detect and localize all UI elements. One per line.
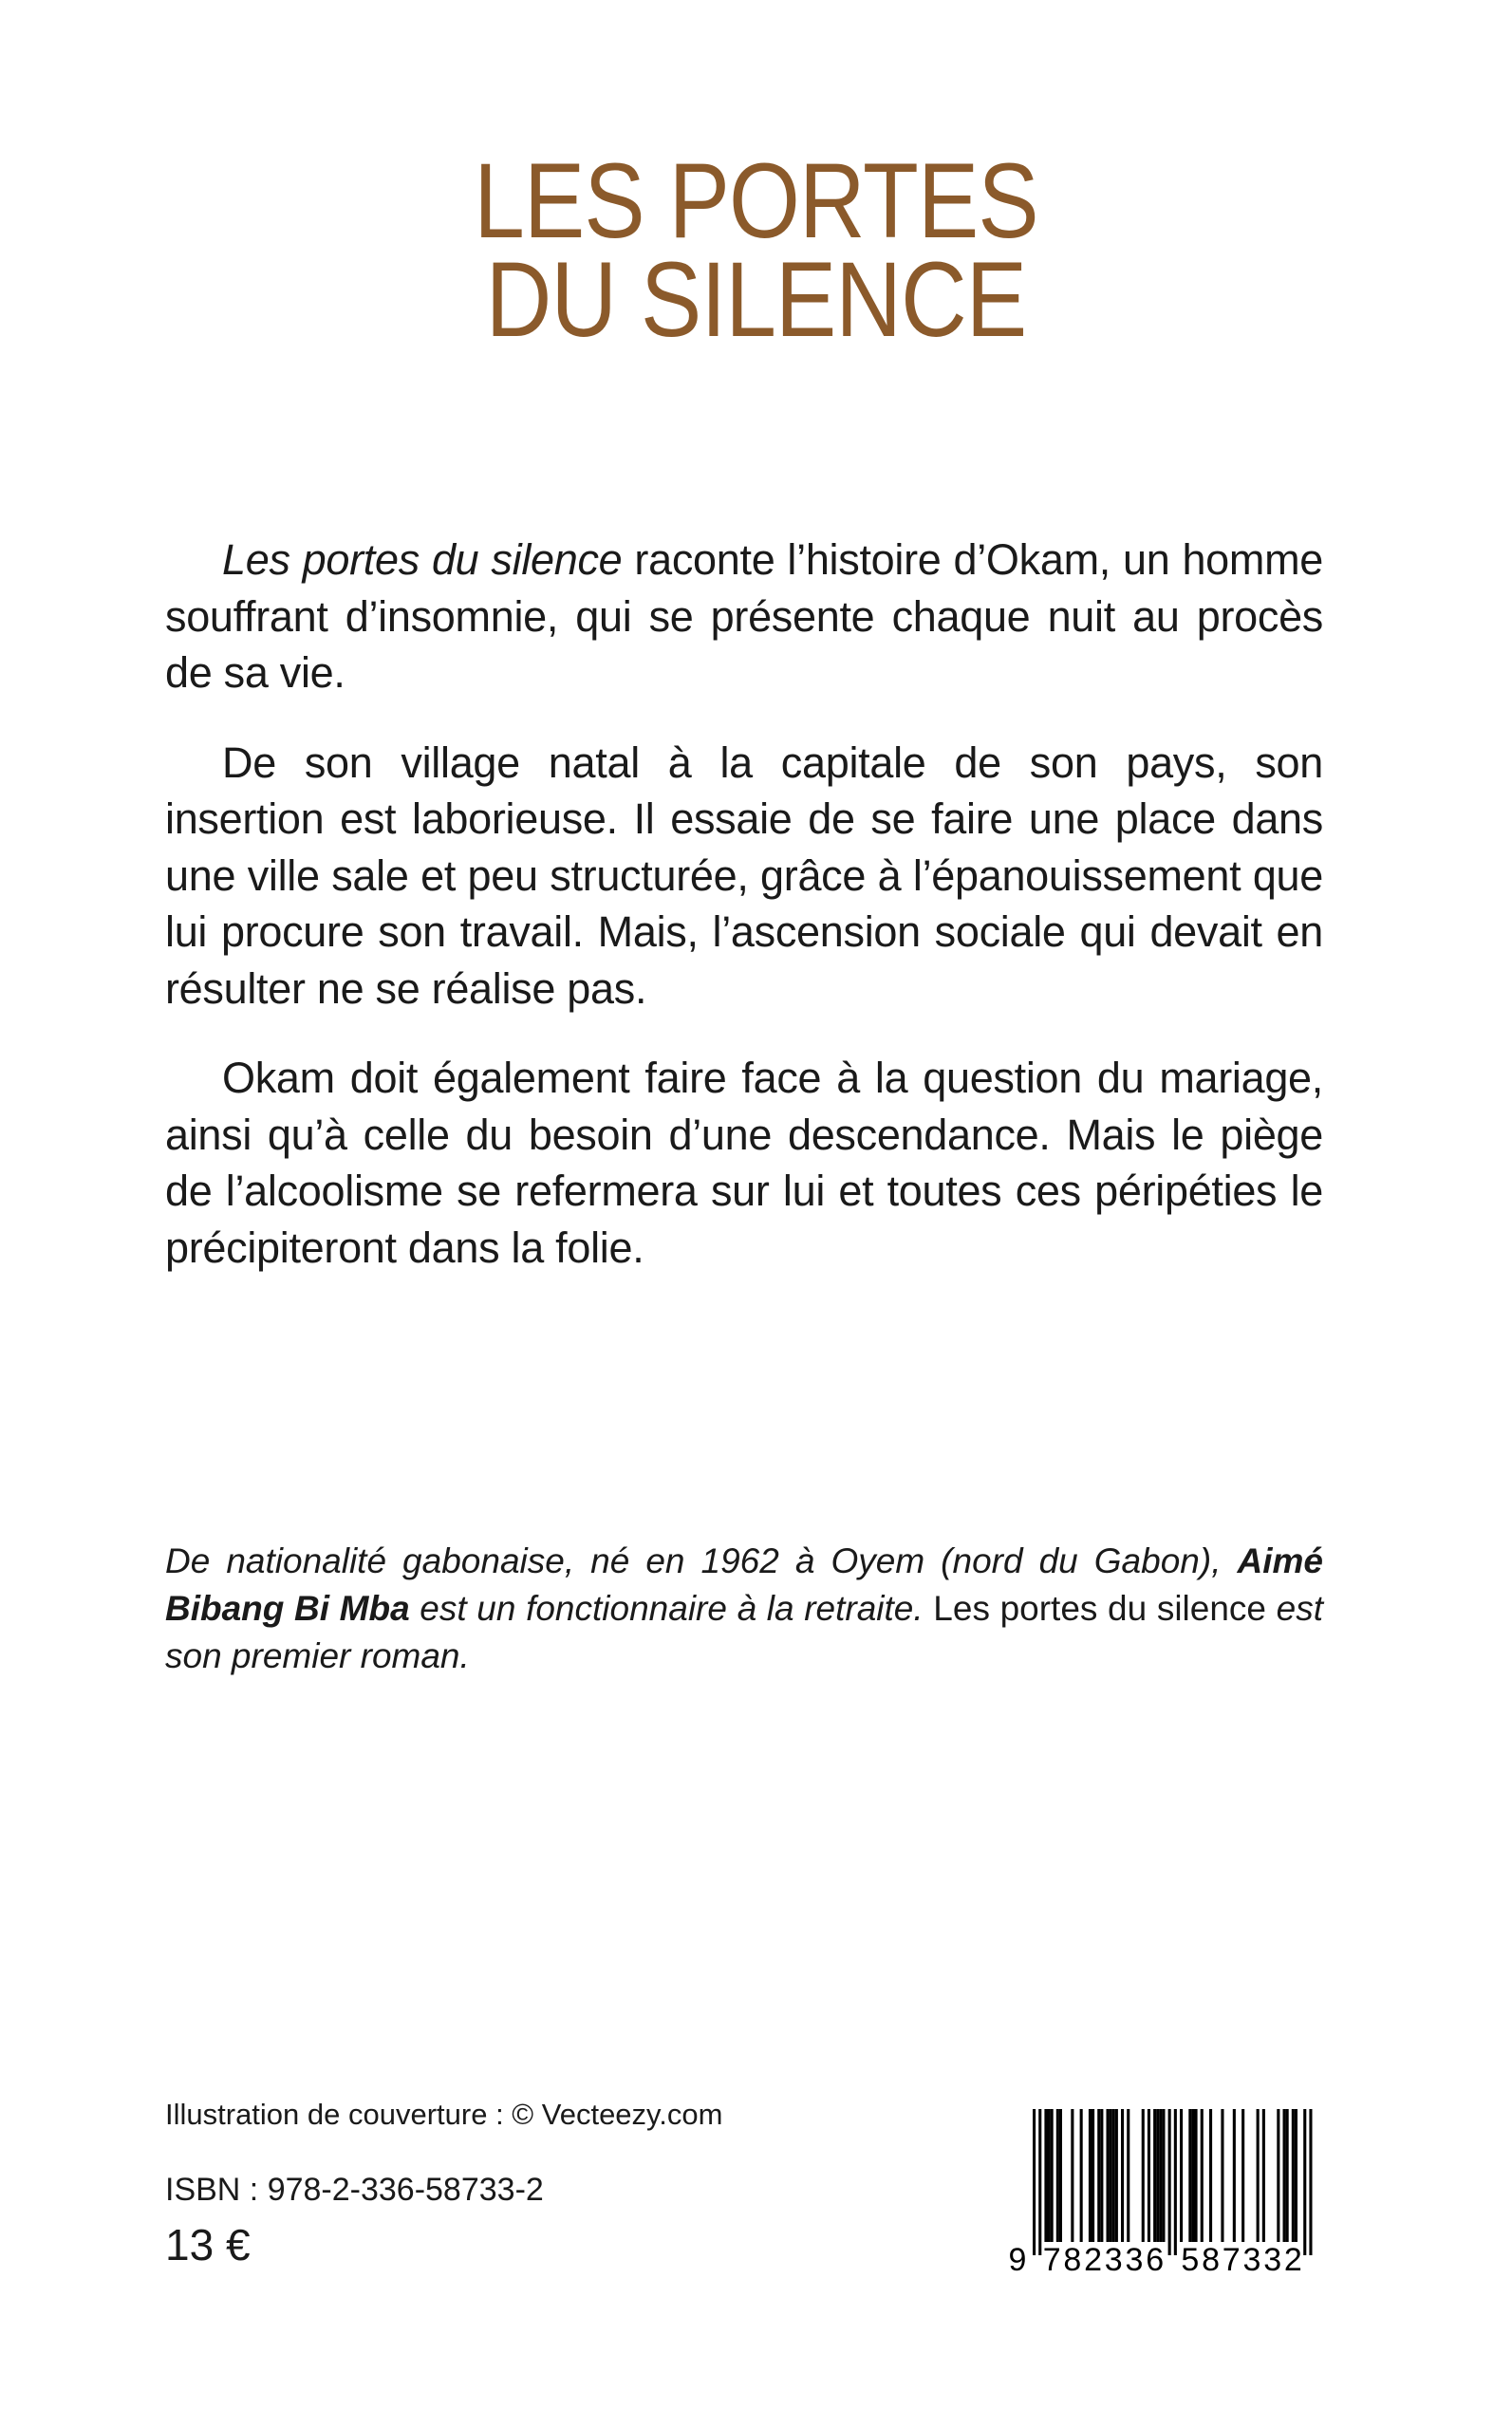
barcode-bar — [1188, 2109, 1191, 2242]
barcode-bar — [1221, 2109, 1223, 2242]
summary-text: raconte l’histoire d’Okam, un homme souffrant d’insomnie, qui se présente chaque nuit au procès de sa vie. — [165, 535, 1323, 697]
barcode-bar — [1107, 2109, 1110, 2242]
barcode-digit: 8 — [1063, 2242, 1082, 2273]
price: 13 € — [165, 2220, 251, 2269]
barcode-digit: 3 — [1104, 2242, 1123, 2273]
barcode-bar — [1097, 2109, 1100, 2242]
barcode-bar — [1092, 2109, 1094, 2242]
barcode-bar — [1292, 2109, 1295, 2242]
barcode-bar — [1209, 2109, 1212, 2242]
barcode-bar — [1180, 2109, 1183, 2242]
barcode-bar — [1127, 2109, 1129, 2242]
barcode-digit: 6 — [1146, 2242, 1165, 2273]
barcode-digit: 7 — [1222, 2242, 1241, 2273]
author-name: Aimé Bibang Bi Mba — [165, 1541, 1323, 1628]
book-title-italic: Les portes du silence — [222, 535, 623, 584]
barcode-bar — [1241, 2109, 1244, 2242]
isbn: ISBN : 978-2-336-58733-2 — [165, 2172, 544, 2208]
barcode-bar — [1309, 2109, 1312, 2255]
barcode-bar — [1051, 2109, 1054, 2242]
barcode-bar — [1153, 2109, 1156, 2242]
barcode-bar — [1277, 2109, 1279, 2242]
barcode-bar — [1121, 2109, 1124, 2242]
barcode-bar — [1115, 2109, 1118, 2242]
book-title — [106, 141, 1407, 359]
barcode-bar — [1112, 2109, 1115, 2242]
barcode-digit: 2 — [1283, 2242, 1302, 2273]
barcode-bar — [1201, 2109, 1204, 2242]
barcode-bar — [1080, 2109, 1083, 2242]
barcode-digit: 9 — [1008, 2242, 1027, 2273]
barcode-bar — [1295, 2109, 1297, 2242]
barcode-bar — [1142, 2109, 1145, 2242]
barcode-bar — [1100, 2109, 1103, 2242]
barcode-bar — [1059, 2109, 1062, 2242]
barcode-digit: 5 — [1181, 2242, 1200, 2273]
barcode-bar — [1168, 2109, 1171, 2255]
barcode-bar — [1044, 2109, 1047, 2242]
author-bio — [165, 1538, 1323, 1680]
barcode-bar — [1089, 2109, 1092, 2242]
title-line-2: DU SILENCE — [485, 240, 1027, 359]
bio-book-title: Les portes du silence — [923, 1589, 1277, 1628]
barcode-digit: 3 — [1125, 2242, 1144, 2273]
barcode-bar — [1071, 2109, 1073, 2242]
bio-text: est son premier roman. — [165, 1589, 1323, 1675]
barcode-digit: 2 — [1084, 2242, 1103, 2273]
barcode-bar — [1159, 2109, 1162, 2242]
barcode-bar — [1262, 2109, 1265, 2242]
summary-paragraph-2: De son village natal à la capitale de son pays, son insertion est laborieuse. Il essaie de se faire une place dans une ville sale et peu structurée, grâce à l’épanouissement que lui procure son travail. Mais, l’ascension sociale qui devait en résulter ne se réalise pas. — [165, 738, 1323, 1013]
barcode-digit: 3 — [1263, 2242, 1282, 2273]
barcode-bar — [1156, 2109, 1159, 2242]
barcode-bar — [1283, 2109, 1286, 2242]
barcode-bar — [1033, 2109, 1036, 2255]
summary — [165, 532, 1323, 1309]
bio-text: De nationalité gabonaise, né en 1962 à Oyem (nord du Gabon), — [165, 1541, 1238, 1580]
barcode-bar — [1110, 2109, 1112, 2242]
barcode-digit: 8 — [1202, 2242, 1221, 2273]
barcode-bar — [1233, 2109, 1236, 2242]
barcode-bar — [1038, 2109, 1041, 2255]
barcode-digit: 7 — [1042, 2242, 1061, 2273]
title-line-1: LES PORTES — [474, 141, 1038, 260]
barcode-bar — [1286, 2109, 1289, 2242]
barcode-bar — [1056, 2109, 1059, 2242]
barcode-bar — [1148, 2109, 1150, 2242]
summary-paragraph-3: Okam doit également faire face à la question du mariage, ainsi qu’à celle du besoin d’une descendance. Mais le piège de l’alcoolisme se refermera sur lui et toutes ces péripéties le précipiteront dans la folie. — [165, 1054, 1323, 1272]
illustration-credit: Illustration de couverture : © Vecteezy.com — [165, 2098, 723, 2131]
bio-text: est un fonctionnaire à la retraite. — [409, 1589, 924, 1628]
barcode-bar — [1303, 2109, 1306, 2255]
barcode-bar — [1195, 2109, 1198, 2242]
barcode-bar — [1257, 2109, 1260, 2242]
barcode-bar — [1191, 2109, 1194, 2242]
barcode-bar — [1174, 2109, 1177, 2255]
barcode-digit: 3 — [1242, 2242, 1261, 2273]
barcode-bar — [1048, 2109, 1051, 2242]
summary-paragraph-1 — [165, 532, 1323, 701]
barcode — [1006, 2107, 1319, 2273]
barcode-bar — [1162, 2109, 1165, 2242]
